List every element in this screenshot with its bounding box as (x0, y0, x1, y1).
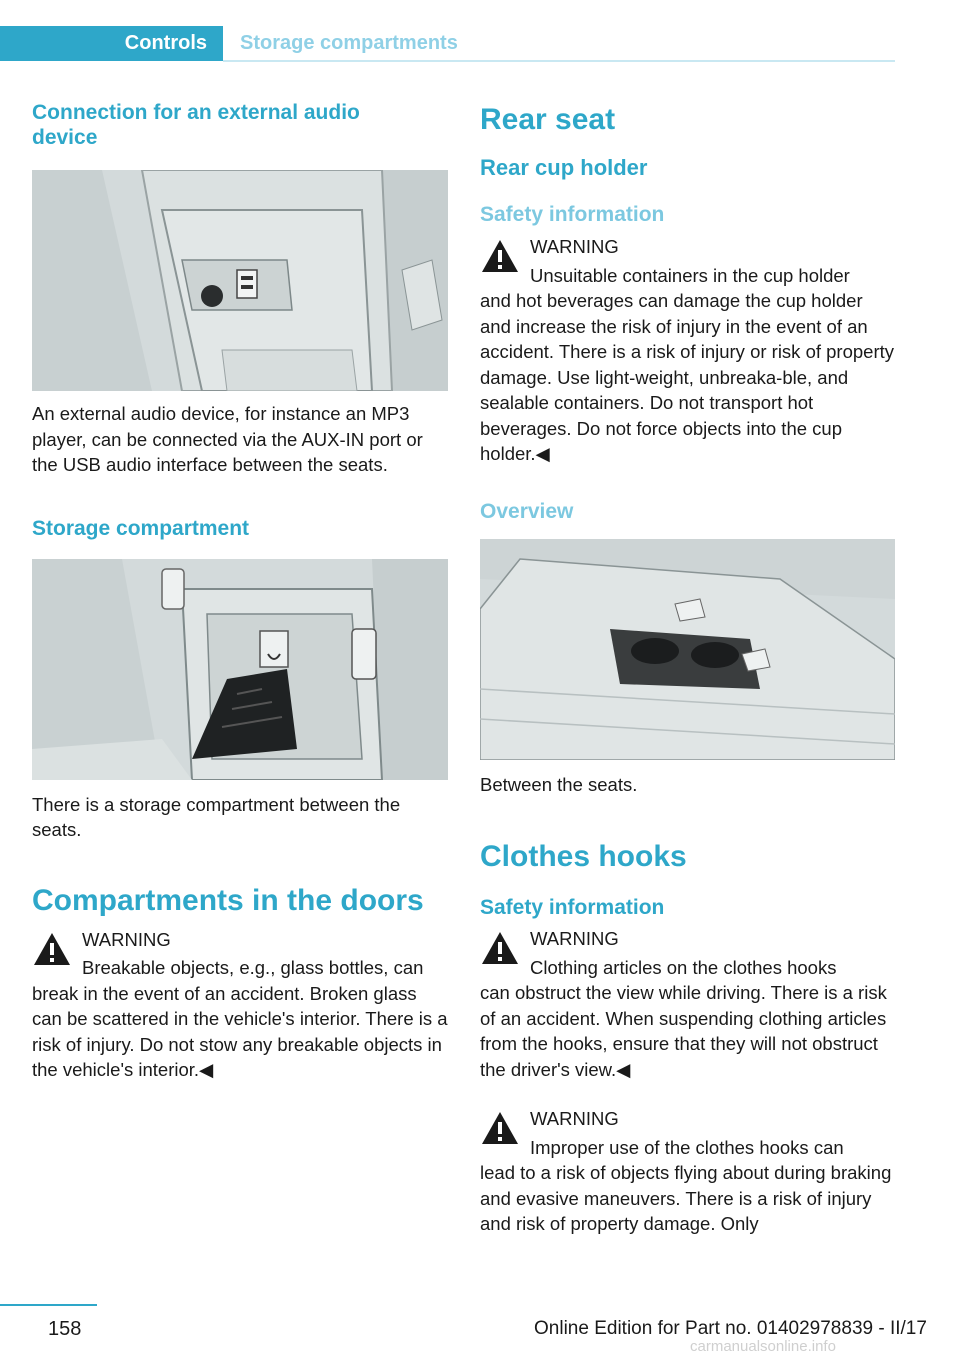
storage-text: There is a storage compartment between the seats. (32, 793, 401, 840)
warning-triangle-icon (32, 931, 72, 967)
footer-rule (0, 1304, 97, 1306)
aux-text: An external audio device, for instance an MP3 player, can be connected via the AUX-IN port or the USB audio interface between the seats. (32, 403, 423, 475)
page-header (0, 26, 895, 62)
header-rule (223, 60, 895, 62)
warning-triangle-icon (480, 1110, 520, 1146)
doors-warning-text: break in the event of an accident. Broken glass can be scattered in the vehicle's interior. There is a risk of injury. Do not stow any breakable objects in the vehicle's interior.◀ (32, 982, 448, 1080)
hooks-warning-2-label: WARNING (530, 1108, 619, 1129)
hooks-warning-1-label: WARNING (530, 928, 619, 949)
doors-warning-label: WARNING (82, 928, 171, 950)
warning-triangle-icon (480, 238, 520, 274)
overview-heading: Overview (480, 499, 574, 523)
chapter-tab: Controls (0, 26, 223, 61)
cup-holder-warning (480, 234, 896, 467)
cup-warning-label: WARNING (530, 236, 619, 257)
hooks-warning-2 (480, 1106, 896, 1237)
rear-seat-heading: Rear seat (480, 103, 616, 136)
storage-compartment-illustration (32, 559, 448, 780)
hooks-warning-1-first-line: Clothing articles on the clothes hooks (530, 956, 837, 978)
aux-port-illustration (32, 170, 448, 391)
rear-cup-holder-illustration (480, 539, 895, 760)
hooks-warning-2-text: lead to a risk of objects flying about during braking and evasive maneuvers. There is a risk of injury and risk of property damage. Only (480, 1162, 892, 1234)
hooks-warning-2-first-line: Improper use of the clothes hooks can (530, 1136, 844, 1158)
section-tab: Storage compartments (240, 32, 458, 54)
cup-safety-heading: Safety information (480, 203, 665, 226)
doors-warning-first-line: Breakable objects, e.g., glass bottles, can (82, 957, 424, 978)
hooks-safety-heading: Safety information (480, 896, 665, 919)
cup-warning-text: and hot beverages can damage the cup holder and increase the risk of injury in the event of an accident. There is a risk of injury or risk of property damage. Use light-weight, unbreaka-ble, and sealable containers. Do not transport hot beverages. Do not force objects into the cup holder.◀ (480, 290, 895, 464)
watermark: carmanualsonline.info (690, 1338, 836, 1355)
left-column (32, 100, 448, 1083)
right-column (480, 100, 896, 1237)
doors-heading: Compartments in the doors (32, 883, 424, 917)
overview-text: Between the seats. (480, 773, 638, 795)
aux-heading: Connection for an external audio device (32, 101, 360, 149)
hooks-warning-1 (480, 926, 896, 1082)
cup-holder-heading: Rear cup holder (480, 155, 648, 180)
doors-warning (32, 927, 448, 1083)
clothes-hooks-heading: Clothes hooks (480, 840, 687, 873)
warning-triangle-icon (480, 930, 520, 966)
hooks-warning-1-text: can obstruct the view while driving. There is a risk of an accident. When suspending clothing articles from the hooks, ensure that they will not obstruct the driver's view.◀ (480, 982, 887, 1080)
cup-warning-first-line: Unsuitable containers in the cup holder (530, 264, 850, 286)
page-number: 158 (48, 1318, 82, 1340)
edition-text: Online Edition for Part no. 01402978839 - II/17 (534, 1318, 927, 1339)
storage-heading: Storage compartment (32, 516, 250, 540)
